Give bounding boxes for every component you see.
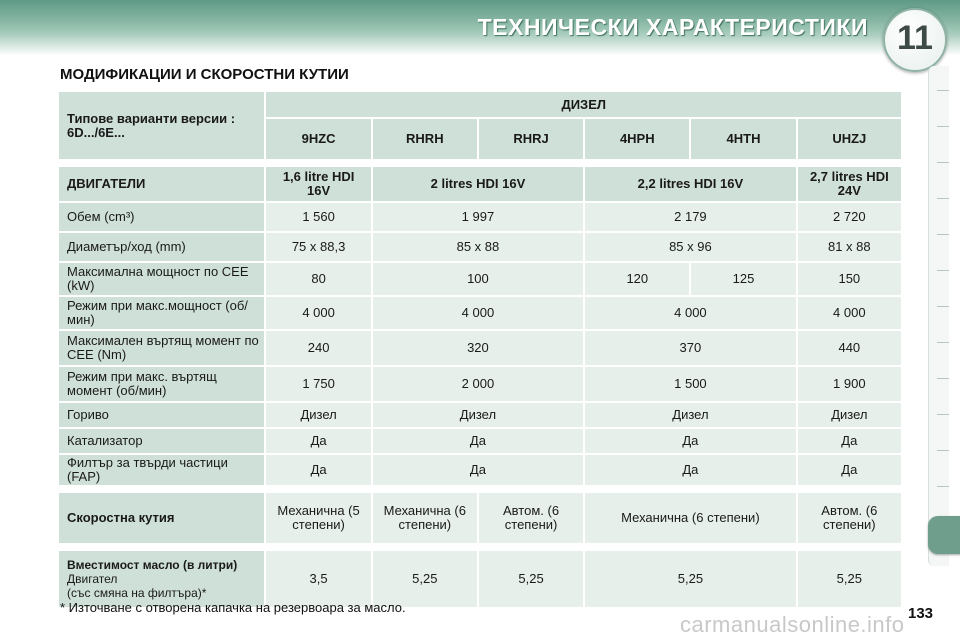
table-cell: 125: [691, 263, 795, 295]
rail-tick: [937, 198, 949, 199]
row-label: Режим при макс.мощност (об/мин): [59, 297, 264, 329]
table-cell: 320: [373, 331, 583, 365]
table-row: [59, 233, 901, 261]
rail-tick: [937, 414, 949, 415]
table-cell: 85 x 88: [373, 233, 583, 261]
table-row: [59, 203, 901, 231]
engine-2-7: 2,7 litres HDI 24V: [798, 167, 901, 201]
table-cell: 370: [585, 331, 795, 365]
table-cell: 4 000: [798, 297, 901, 329]
chapter-tab-11[interactable]: [928, 516, 960, 554]
table-row: [59, 263, 901, 295]
oil-capacity-cell: 5,25: [479, 551, 583, 607]
gearbox-cell: Механична (6 степени): [373, 493, 477, 543]
rail-tick: [937, 306, 949, 307]
code-rhrj: RHRJ: [479, 119, 583, 159]
table-cell: 240: [266, 331, 370, 365]
row-label: Катализатор: [59, 429, 264, 453]
table-cell: Дизел: [585, 403, 795, 427]
watermark: carmanualsonline.info: [680, 612, 905, 637]
row-label: Максимална мощност по CEE (kW): [59, 263, 264, 295]
rail-tick: [937, 162, 949, 163]
table-cell: 80: [266, 263, 370, 295]
row-label: Филтър за твърди частици (FAP): [59, 455, 264, 485]
code-9hzc: 9HZC: [266, 119, 370, 159]
oil-capacity-label: [59, 551, 264, 607]
code-4hth: 4HTH: [691, 119, 795, 159]
table-cell: 150: [798, 263, 901, 295]
oil-capacity-engine: Двигател: [67, 572, 118, 586]
table-cell: Да: [798, 455, 901, 485]
table-row: [59, 429, 901, 453]
rail-tick: [937, 90, 949, 91]
table-cell: 4 000: [585, 297, 795, 329]
row-label: Диаметър/ход (mm): [59, 233, 264, 261]
rail-tick: [937, 270, 949, 271]
rail-tick: [937, 126, 949, 127]
gearbox-row: [59, 493, 901, 543]
row-label: Обем (cm³): [59, 203, 264, 231]
rail-tick: [937, 378, 949, 379]
gearbox-cell: Механична (6 степени): [585, 493, 795, 543]
oil-capacity-cell: 5,25: [373, 551, 477, 607]
table-cell: Да: [373, 455, 583, 485]
table-row: [59, 367, 901, 401]
code-rhrh: RHRH: [373, 119, 477, 159]
oil-capacity-row: [59, 551, 901, 607]
table-cell: Да: [585, 429, 795, 453]
row-label: Гориво: [59, 403, 264, 427]
table-cell: 2 179: [585, 203, 795, 231]
gearbox-cell: Автом. (6 степени): [798, 493, 901, 543]
table-row: [59, 455, 901, 485]
rail-tick: [937, 450, 949, 451]
gearbox-cell: Механична (5 степени): [266, 493, 370, 543]
table-cell: Да: [266, 455, 370, 485]
table-cell: 2 000: [373, 367, 583, 401]
table-cell: Да: [585, 455, 795, 485]
table-cell: 85 x 96: [585, 233, 795, 261]
fuel-group-header: ДИЗЕЛ: [266, 92, 901, 117]
table-cell: 75 x 88,3: [266, 233, 370, 261]
rail-tick: [937, 486, 949, 487]
table-cell: Да: [798, 429, 901, 453]
code-4hph: 4HPH: [585, 119, 689, 159]
oil-capacity-cell: 5,25: [798, 551, 901, 607]
table-cell: 81 x 88: [798, 233, 901, 261]
code-uhzj: UHZJ: [798, 119, 901, 159]
gearbox-label: Скоростна кутия: [59, 493, 264, 543]
table-cell: Да: [373, 429, 583, 453]
rail-tick: [937, 234, 949, 235]
table-cell: Дизел: [266, 403, 370, 427]
chapter-number: 11: [897, 19, 933, 57]
header-fade: [0, 46, 960, 56]
engine-2-0: 2 litres HDI 16V: [373, 167, 583, 201]
engines-label: ДВИГАТЕЛИ: [59, 167, 264, 201]
oil-capacity-title: Вместимост масло (в литри): [67, 558, 238, 572]
table-cell: 2 720: [798, 203, 901, 231]
specifications-table: [57, 90, 903, 609]
section-title: МОДИФИКАЦИИ И СКОРОСТНИ КУТИИ: [60, 66, 349, 83]
page-title: ТЕХНИЧЕСКИ ХАРАКТЕРИСТИКИ: [477, 14, 868, 40]
table-cell: 1 750: [266, 367, 370, 401]
table-cell: Да: [266, 429, 370, 453]
table-cell: 1 560: [266, 203, 370, 231]
chapter-badge: [883, 8, 947, 72]
table-cell: Дизел: [373, 403, 583, 427]
table-cell: 440: [798, 331, 901, 365]
table-cell: 1 997: [373, 203, 583, 231]
table-cell: 100: [373, 263, 583, 295]
table-row: [59, 297, 901, 329]
oil-capacity-cell: 5,25: [585, 551, 795, 607]
table-cell: Дизел: [798, 403, 901, 427]
table-cell: 1 900: [798, 367, 901, 401]
table-cell: 120: [585, 263, 689, 295]
gearbox-cell: Автом. (6 степени): [479, 493, 583, 543]
table-cell: 4 000: [266, 297, 370, 329]
footnote: * Източване с отворена капачка на резервоара за масло.: [60, 600, 406, 615]
rail-tick: [937, 342, 949, 343]
table-row: [59, 403, 901, 427]
engine-1-6: 1,6 litre HDI 16V: [266, 167, 370, 201]
table-cell: 1 500: [585, 367, 795, 401]
oil-capacity-filter-note: (със смяна на филтъра)*: [67, 586, 207, 600]
oil-capacity-cell: 3,5: [266, 551, 370, 607]
table-cell: 4 000: [373, 297, 583, 329]
variants-label: Типове варианти версии : 6D.../6E...: [59, 92, 264, 159]
page-number: 133: [908, 605, 934, 622]
row-label: Максимален въртящ момент по CEE (Nm): [59, 331, 264, 365]
table-row: [59, 331, 901, 365]
row-label: Режим при макс. въртящ момент (об/мин): [59, 367, 264, 401]
engine-2-2: 2,2 litres HDI 16V: [585, 167, 795, 201]
chapter-index-rail: [928, 66, 949, 566]
